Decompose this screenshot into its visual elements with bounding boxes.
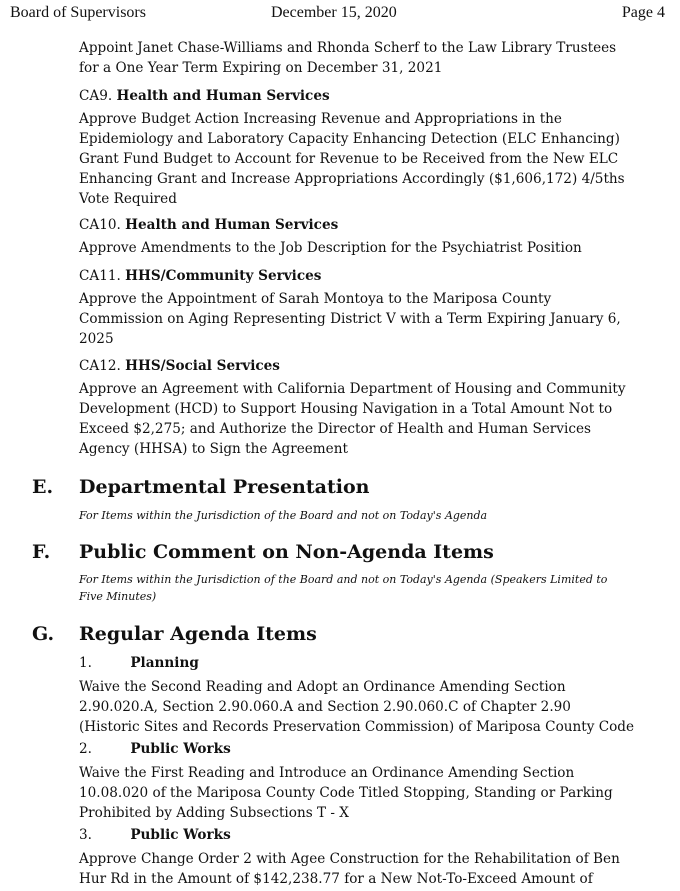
item-number: CA12.: [79, 358, 121, 374]
item-number: 3.: [79, 827, 92, 843]
item-heading: [79, 739, 652, 759]
item-description: Approve the Appointment of Sarah Montoya to the Mariposa County Commission on Aging Representing District V with a Term Expiring January 6, 2025: [79, 291, 621, 347]
consent-item-ca12: [79, 356, 652, 459]
item-description: Waive the First Reading and Introduce an Ordinance Amending Section 10.08.020 of the Mariposa County Code Titled Stopping, Standing or Parking Prohibited by Adding Subsections T - X: [79, 765, 613, 821]
page-header: [10, 4, 670, 24]
item-description: Approve an Agreement with California Department of Housing and Community Development (HCD) to Support Housing Navigation in a Total Amount Not to Exceed $2,275; and Authorize the Director of Health and Human Services Agency (HHSA) to Sign the Agreement: [79, 381, 626, 457]
item-heading: [79, 356, 652, 376]
item-number: 2.: [79, 741, 92, 757]
item-department: HHS/Community Services: [125, 268, 322, 284]
header-board-name: Board of Supervisors: [10, 4, 146, 21]
item-department: Public Works: [130, 827, 231, 843]
regular-item-2: [79, 739, 652, 823]
item-heading: [79, 86, 652, 106]
item-description: Approve Amendments to the Job Description for the Psychiatrist Position: [79, 240, 582, 256]
item-department: Health and Human Services: [125, 217, 339, 233]
item-description: Appoint Janet Chase-Williams and Rhonda Scherf to the Law Library Trustees for a One Year Term Expiring on December 31, 2021: [79, 40, 617, 76]
item-number: CA9.: [79, 88, 113, 104]
consent-item-ca11: [79, 266, 652, 349]
item-department: Health and Human Services: [116, 88, 330, 104]
section-f-letter: F.: [32, 541, 51, 563]
item-number: 1.: [79, 655, 92, 671]
section-f-note: For Items within the Jurisdiction of the Board and not on Today's Agenda (Speakers Limited to Five Minutes): [79, 573, 608, 603]
item-department: HHS/Social Services: [125, 358, 280, 374]
header-page-number: Page 4: [621, 4, 665, 21]
item-heading: [79, 825, 652, 845]
item-heading: [79, 266, 652, 286]
section-e-title: Departmental Presentation: [79, 476, 370, 498]
item-description: Waive the Second Reading and Adopt an Ordinance Amending Section 2.90.020.A, Section 2.90.060.A and Section 2.90.060.C of Chapter 2.90 (Historic Sites and Records Preservation Commission) of Mariposa County Code: [79, 679, 635, 735]
item-number: CA11.: [79, 268, 121, 284]
item-description: Approve Budget Action Increasing Revenue and Appropriations in the Epidemiology and Laboratory Capacity Enhancing Detection (ELC Enhancing) Grant Fund Budget to Account for Revenue to be Received from the New ELC Enhancing Grant and Increase Appropriations Accordingly ($1,606,172) 4/5ths Vote Required: [79, 111, 625, 207]
section-e-letter: E.: [32, 476, 54, 498]
consent-item-ca9: [79, 86, 652, 209]
item-department: Public Works: [130, 741, 231, 757]
item-heading: [79, 653, 652, 673]
consent-item-continued: [79, 38, 652, 78]
item-heading: [79, 215, 652, 235]
header-date: December 15, 2020: [271, 4, 397, 21]
regular-item-1: [79, 653, 652, 737]
section-g-title: Regular Agenda Items: [79, 623, 317, 645]
item-number: CA10.: [79, 217, 121, 233]
section-g-letter: G.: [32, 623, 55, 645]
item-description: Approve Change Order 2 with Agee Construction for the Rehabilitation of Ben Hur Rd in the Amount of $142,238.77 for a New Not-To-Exceed Amount of: [79, 851, 620, 887]
consent-item-ca10: [79, 215, 652, 258]
section-e-note: For Items within the Jurisdiction of the Board and not on Today's Agenda: [79, 509, 488, 522]
item-department: Planning: [130, 655, 199, 671]
regular-item-3: [79, 825, 652, 889]
section-f-title: Public Comment on Non-Agenda Items: [79, 541, 494, 563]
